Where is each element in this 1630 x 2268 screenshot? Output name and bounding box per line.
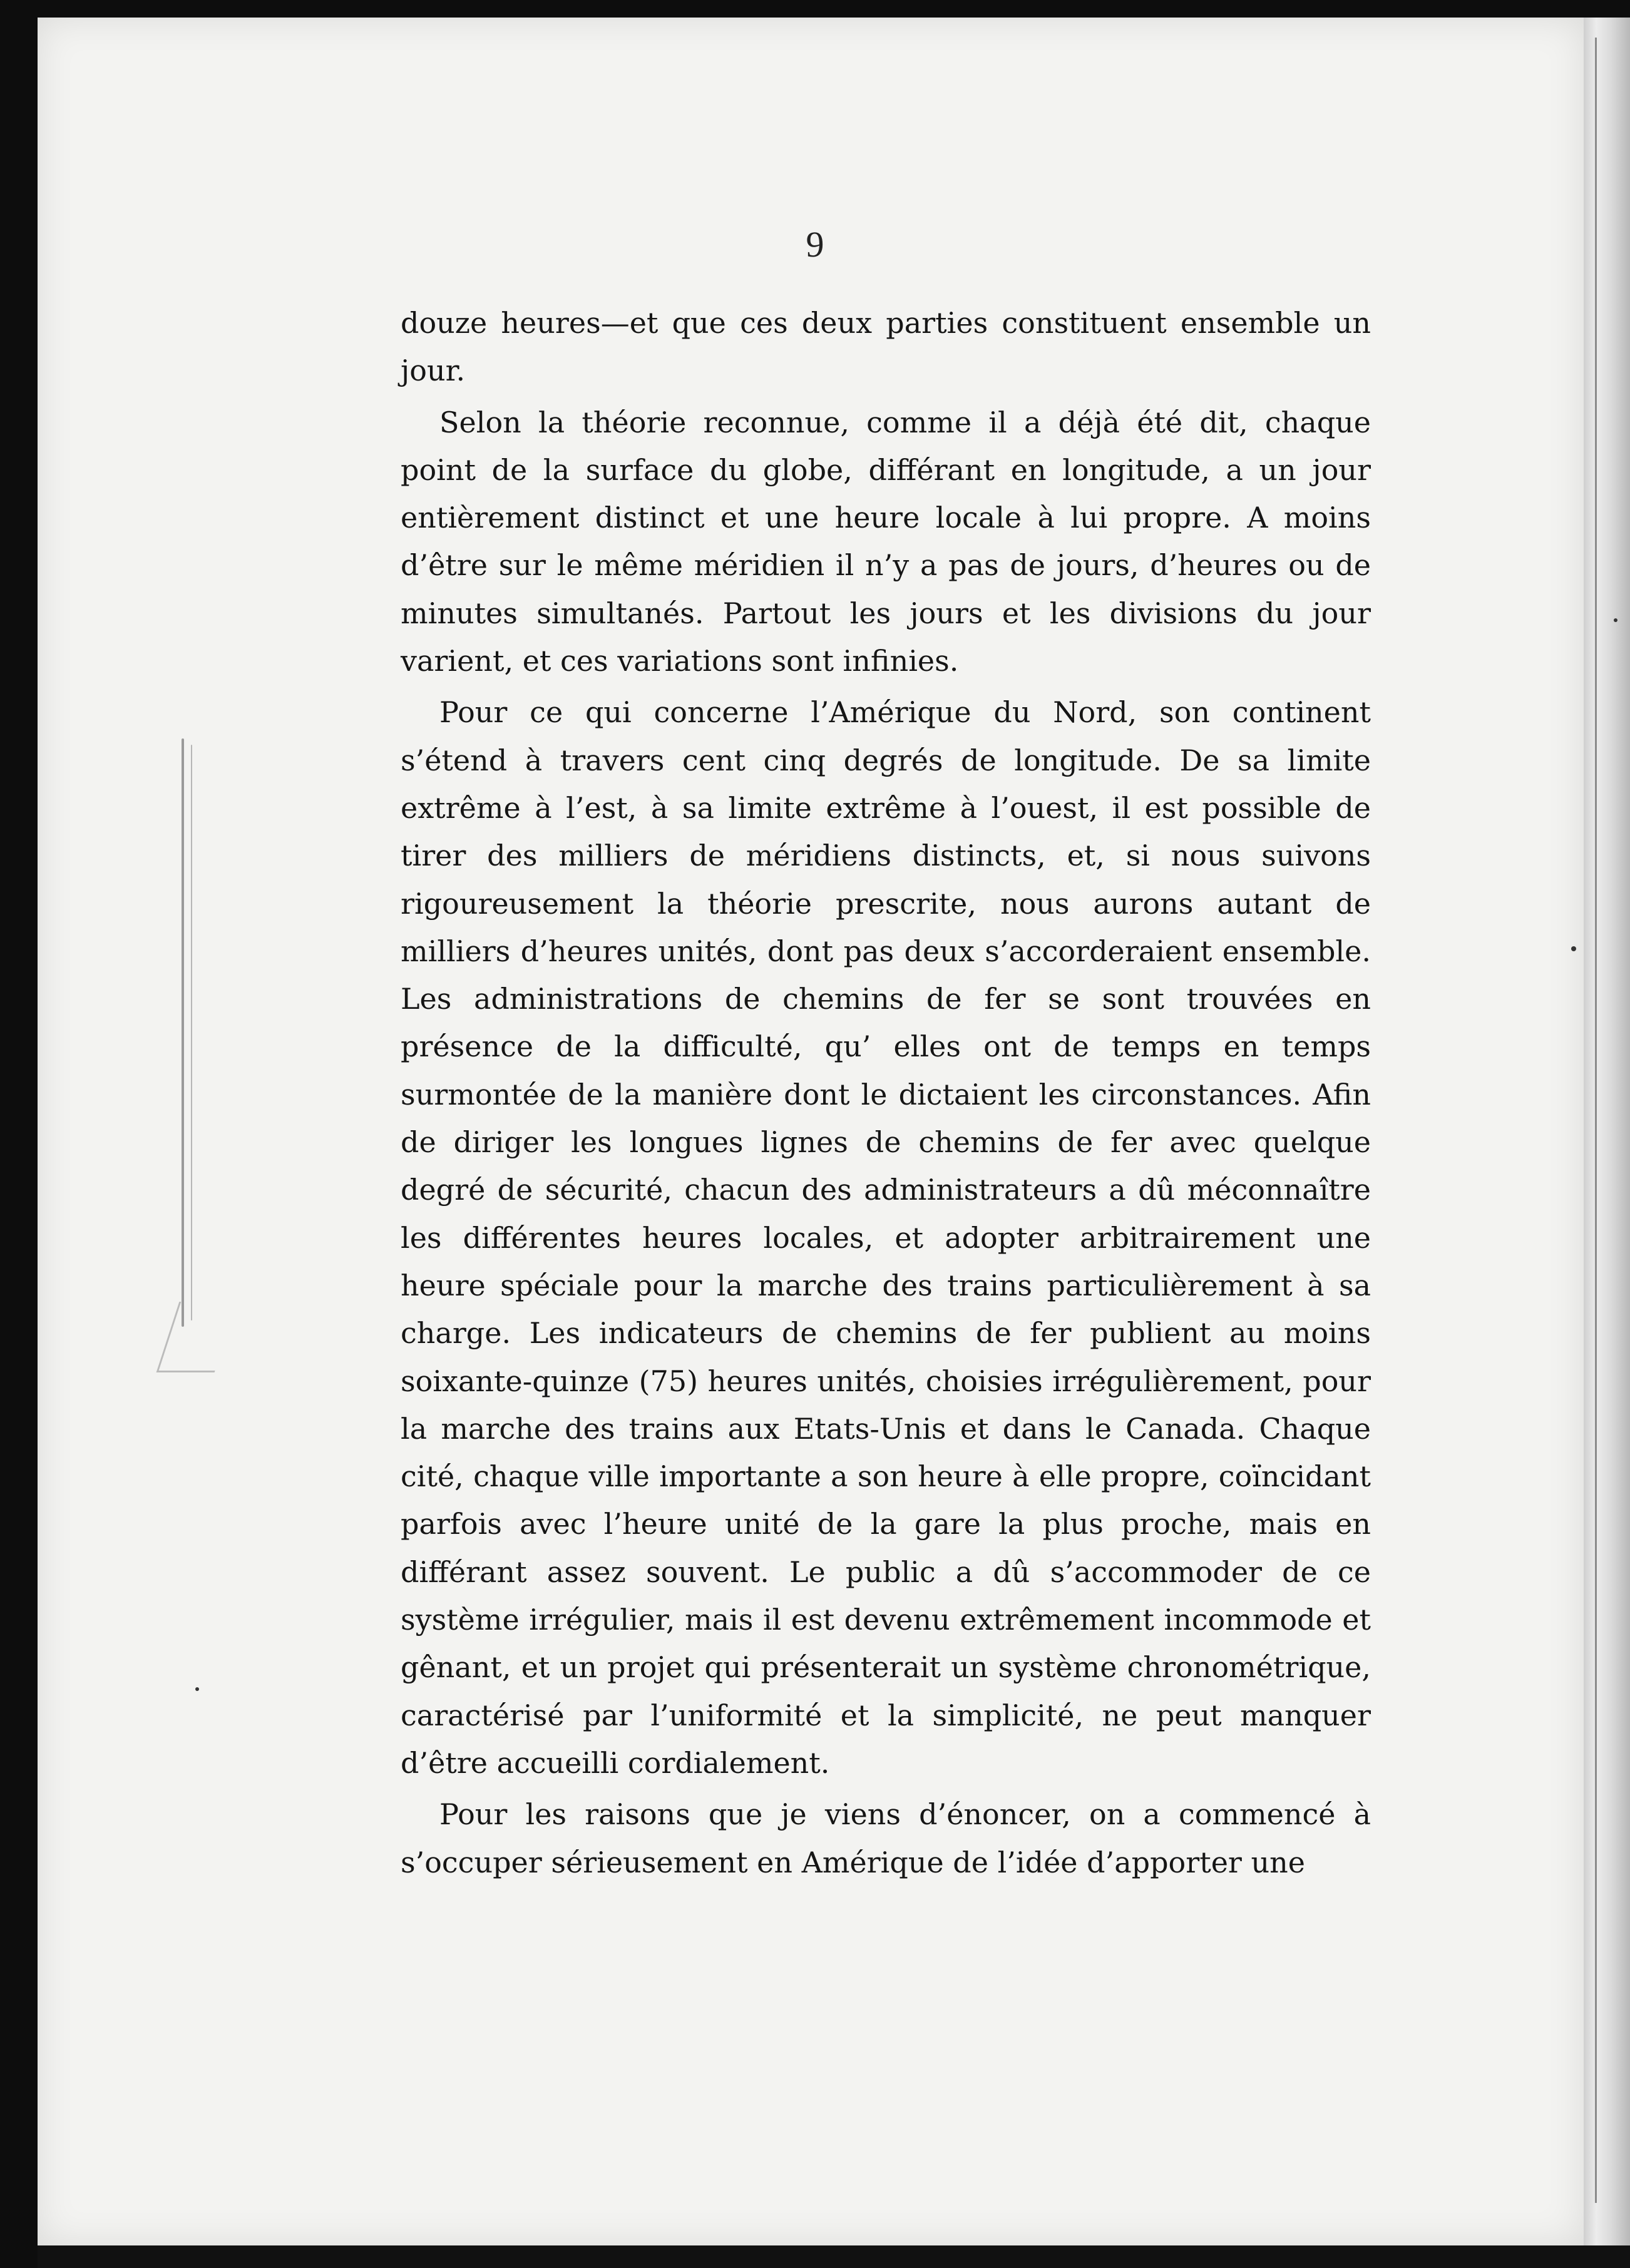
body-text: [401, 299, 1371, 1886]
paragraph: Pour ce qui concerne l’Amérique du Nord, son continent s’étend à travers cent cinq degrés de longitude. De sa limite extrême à l’est, à sa limite extrême à l’ouest, il est possible de tirer des milliers de méridiens distincts, et, si nous suivons rigoureusement la théorie prescrite, nous aurons autant de milliers d’heures unités, dont pas deux s’accorderaient ensemble. Les administrations de chemins de fer se sont trouvées en présence de la difficulté, qu’ elles ont de temps en temps surmontée de la manière dont le dictaient les circonstances. Afin de diriger les longues lignes de chemins de fer avec quelque degré de sécurité, chacun des administrateurs a dû méconnaître les différentes heures locales, et adopter arbitrairement une heure spéciale pour la marche des trains particulièrement à sa charge. Les indicateurs de chemins de fer publient au moins soixante-quinze (75) heures unités, choisies irrégulièrement, pour la marche des trains aux Etats-Unis et dans le Canada. Chaque cité, chaque ville importante a son heure à elle propre, coïncidant parfois avec l’heure unité de la gare la plus proche, mais en différant assez souvent. Le public a dû s’accommoder de ce système irrégulier, mais il est devenu extrêmement incommode et gênant, et un projet qui présenterait un système chronométrique, caractérisé par l’uniformité et la simplicité, ne peut manquer d’être accueilli cordialement.: [401, 695, 1371, 1780]
binding-thread: [182, 738, 184, 1327]
paragraph: Pour les raisons que je viens d’énoncer, on a commencé à s’occuper sérieusement en Amérique de l’idée d’apporter une: [401, 1797, 1371, 1879]
binding-thread-shadow: [191, 745, 192, 1320]
page-edge-bottom: [38, 2245, 1630, 2268]
ink-speck: [1614, 618, 1617, 622]
ink-speck: [1571, 946, 1576, 951]
paragraph: Selon la théorie reconnue, comme il a déjà été dit, chaque point de la surface du globe, différant en longitude, a un jour entièrement distinct et une heure locale à lui propre. A moins d’être sur le même méridien il n’y a pas de jours, d’heures ou de minutes simultanés. Partout les jours et les divisions du jour varient, et ces variations sont infinies.: [401, 405, 1371, 678]
page-edge-line: [1595, 38, 1597, 2203]
page-number: 9: [806, 224, 824, 265]
ink-speck: [195, 1687, 199, 1691]
paragraph: douze heures—et que ces deux parties constituent ensemble un jour.: [401, 306, 1371, 388]
page-edge-right: [1584, 18, 1630, 2245]
